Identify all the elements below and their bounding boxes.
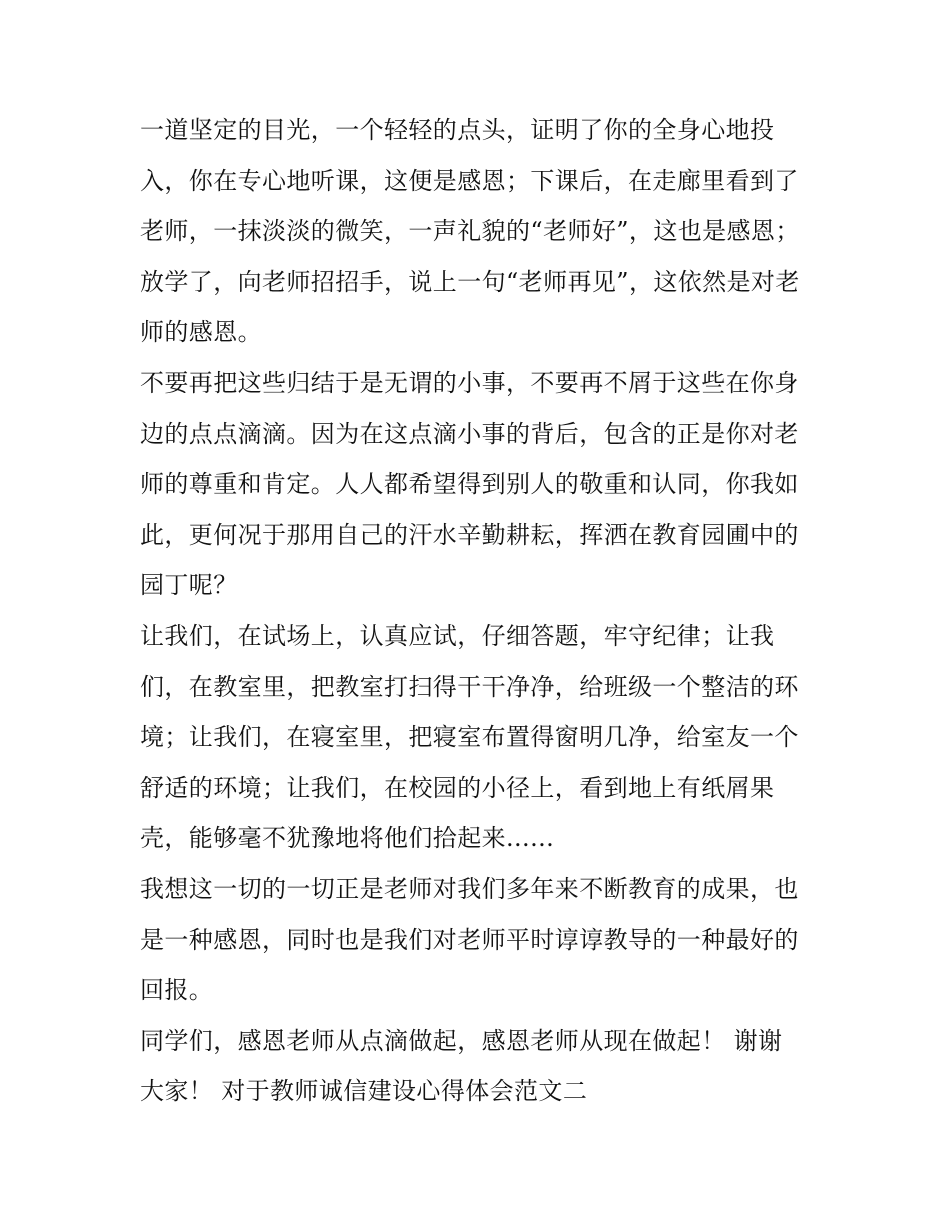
- text-line: 不要再把这些归结于是无谓的小事，不要再不屑于这些在你身: [140, 368, 799, 397]
- text-line: 境；让我们，在寝室里，把寝室布置得窗明几净，给室友一个: [140, 723, 799, 752]
- text-line: 让我们，在试场上，认真应试，仔细答题，牢守纪律；让我: [140, 621, 775, 650]
- text-line: 此，更何况于那用自己的汗水辛勤耕耘，挥洒在教育园圃中的: [140, 520, 799, 549]
- text-line: 舒适的环境；让我们，在校园的小径上，看到地上有纸屑果: [140, 773, 775, 802]
- text-line: 边的点点滴滴。因为在这点滴小事的背后，包含的正是你对老: [140, 419, 799, 448]
- text-line: 壳，能够毫不犹豫地将他们拾起来......: [140, 824, 555, 853]
- text-line: 我想这一切的一切正是老师对我们多年来不断教育的成果，也: [140, 874, 799, 903]
- text-line: 放学了，向老师招招手，说上一句“老师再见”，这依然是对老: [140, 267, 800, 296]
- text-line: 园丁呢？: [140, 571, 238, 600]
- text-line: 老师，一抹淡淡的微笑，一声礼貌的“老师好”，这也是感恩；: [140, 217, 800, 246]
- text-line: 大家！ 对于教师诚信建设心得体会范文二: [140, 1077, 588, 1106]
- text-line: 同学们，感恩老师从点滴做起，感恩老师从现在做起！ 谢谢: [140, 1026, 783, 1055]
- text-line: 回报。: [140, 976, 214, 1005]
- text-line: 入，你在专心地听课，这便是感恩；下课后，在走廊里看到了: [140, 166, 799, 195]
- text-line: 师的尊重和肯定。人人都希望得到别人的敬重和认同，你我如: [140, 470, 799, 499]
- text-line: 是一种感恩，同时也是我们对老师平时谆谆教导的一种最好的: [140, 925, 799, 954]
- document-body: [140, 105, 820, 1117]
- text-line: 师的感恩。: [140, 318, 262, 347]
- text-line: 们，在教室里，把教室打扫得干干净净，给班级一个整洁的环: [140, 672, 799, 701]
- text-line: 一道坚定的目光，一个轻轻的点头，证明了你的全身心地投: [140, 116, 775, 144]
